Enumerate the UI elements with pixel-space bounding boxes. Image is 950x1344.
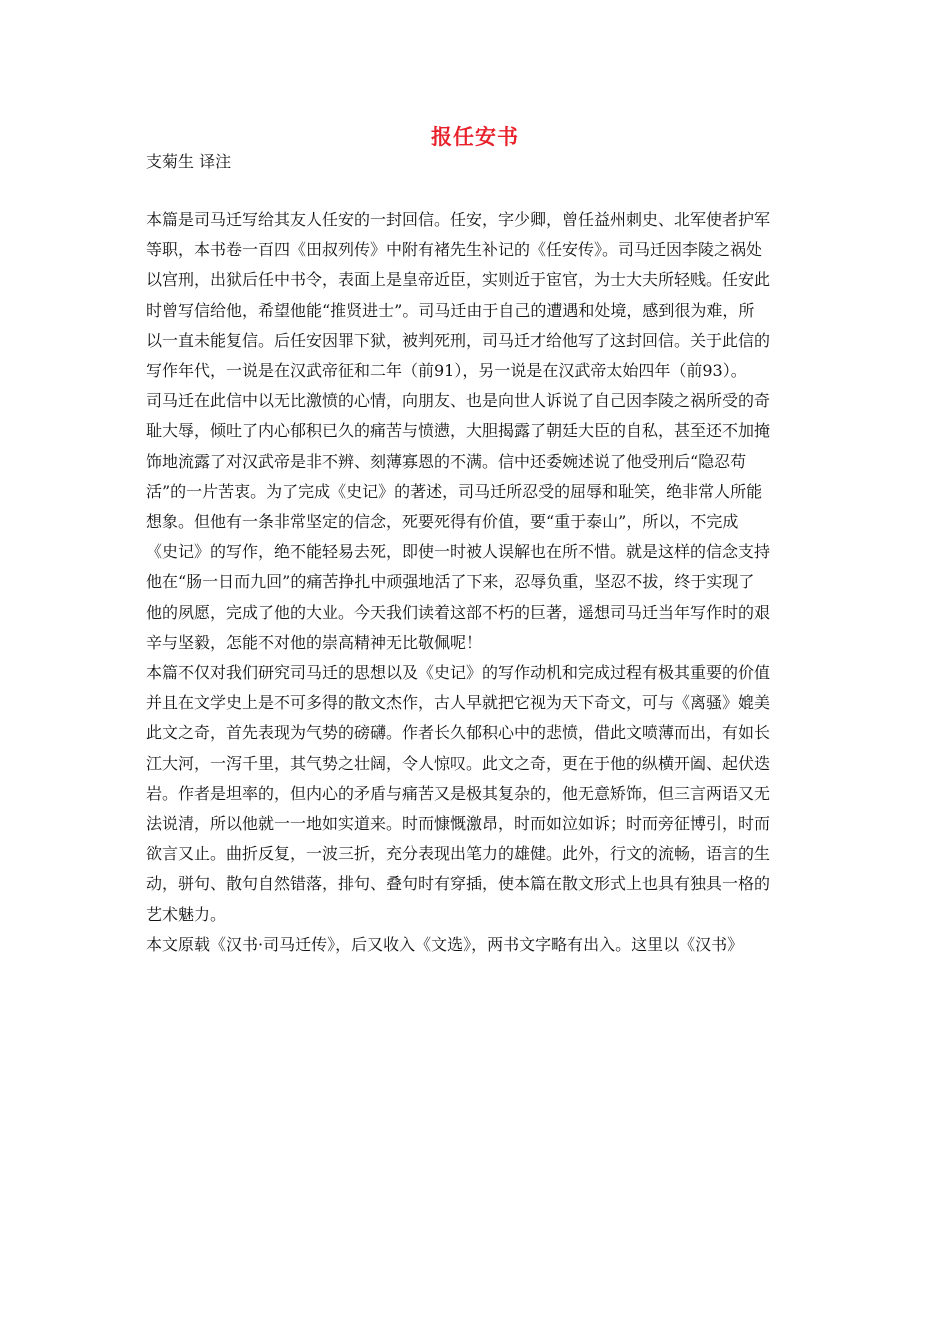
paragraph-source: 本文原载《汉书·司马迁传》，后又收入《文选》，两书文字略有出入。这里以《汉书》 xyxy=(146,934,744,954)
paragraph-content: 司马迁在此信中以无比激愤的心情，向朋友、也是向世人诉说了自己因李陵之祸所受的奇 耻大辱，倾吐了内心郁积已久的痛苦与愤懑，大胆揭露了朝廷大臣的自私，甚至还不加掩 饰地流露了对汉武帝是非不辨、刻薄寡恩的不满。信中还委婉述说了他受刑后“隐忍苟 活”的一片苦衷。为了完成《史记》的著述，司马迁所忍受的屈辱和耻笑，绝非常人所能 想象。但他有一条非常坚定的信念，死要死得有价值，要“重于泰山”，所以，不完成 《史记》的写作，绝不能轻易去死，即使一时被人误解也在所不惜。就是这样的信念支持 他在“肠一日而九回”的痛苦挣扎中顽强地活了下来，忍辱负重，坚忍不拔，终于实现了 他的夙愿，完成了他的大业。今天我们读着这部不朽的巨著，遥想司马迁当年写作时的艰 辛与坚毅，怎能不对他的崇高精神无比敬佩呢！ xyxy=(146,391,771,652)
document-title: 报任安书 xyxy=(431,125,519,149)
author-line: 支菊生 译注 xyxy=(146,152,232,171)
paragraph-intro: 本篇是司马迁写给其友人任安的一封回信。任安，字少卿，曾任益州刺史、北军使者护军 等职，本书卷一百四《田叔列传》中附有褚先生补记的《任安传》。司马迁因李陵之祸处 以宫刑，出狱后任中书令，表面上是皇帝近臣，实则近于宦官，为士大夫所轻贱。任安此 时曾写信给他，希望他能“推贤进士”。司马迁由于自己的遭遇和处境，感到很为难，所 以一直未能复信。后任安因罪下狱，被判死刑，司马迁才给他写了这封回信。关于此信的 写作年代，一说是在汉武帝征和二年（前91），另一说是在汉武帝太始四年（前93）。 xyxy=(146,210,771,381)
paragraph-literary-value: 本篇不仅对我们研究司马迁的思想以及《史记》的写作动机和完成过程有极其重要的价值 并且在文学史上是不可多得的散文杰作，古人早就把它视为天下奇文，可与《离骚》媲美 此文之奇，首先表现为气势的磅礴。作者长久郁积心中的悲愤，借此文喷薄而出，有如长 江大河，一泻千里，其气势之壮阔，令人惊叹。此文之奇，更在于他的纵横开阖、起伏迭 岩。作者是坦率的，但内心的矛盾与痛苦又是极其复杂的，他无意矫饰，但三言两语又无 法说清，所以他就一一地如实道来。时而慷慨激昂，时而如泣如诉；时而旁征博引，时而 欲言又止。曲折反复，一波三折，充分表现出笔力的雄健。此外，行文的流畅，语言的生 动，骈句、散句自然错落，排句、叠句时有穿插，使本篇在散文形式上也具有独具一格的 艺术魅力。 xyxy=(146,663,771,924)
document-body xyxy=(146,205,808,960)
